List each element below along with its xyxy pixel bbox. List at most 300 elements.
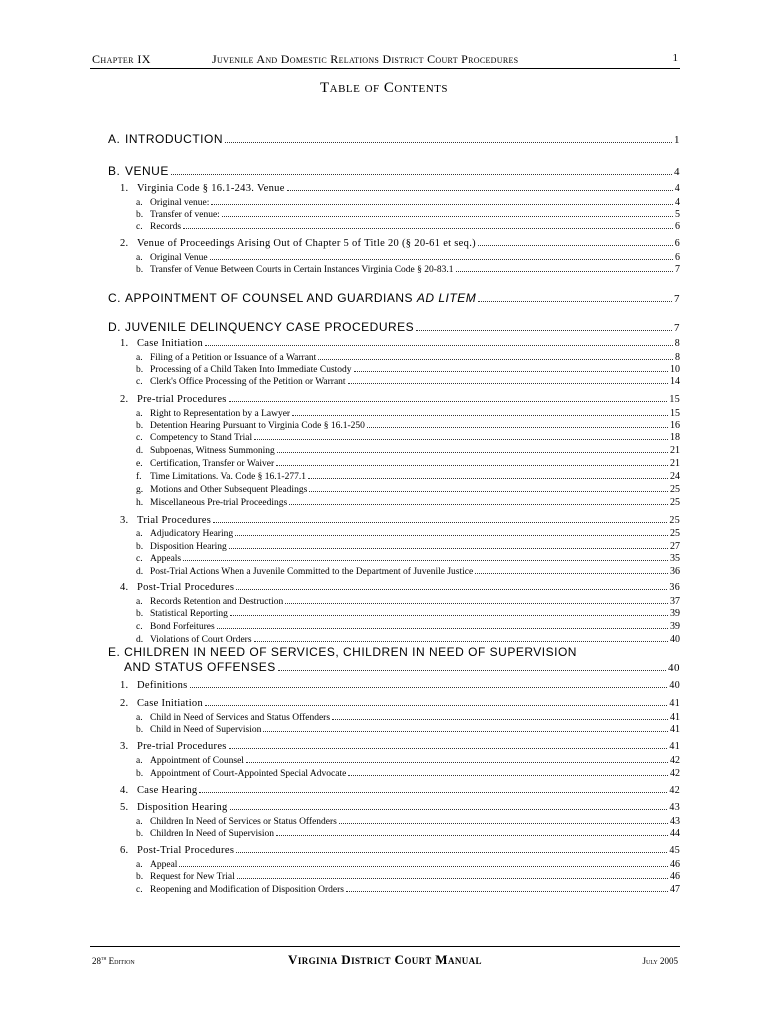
toc-entry[interactable] bbox=[136, 621, 680, 632]
toc-entry-page: 21 bbox=[670, 458, 680, 469]
dot-leader bbox=[263, 731, 668, 732]
dot-leader bbox=[318, 359, 673, 360]
toc-entry-page: 1 bbox=[674, 134, 680, 146]
toc-entry[interactable] bbox=[120, 698, 680, 709]
toc-entry-text: Request for New Trial bbox=[150, 872, 235, 882]
dot-leader bbox=[179, 866, 668, 867]
toc-entry-title bbox=[136, 421, 365, 431]
toc-entry-title bbox=[120, 183, 285, 194]
toc-entry-text: Transfer of venue: bbox=[150, 210, 220, 220]
toc-entry-title bbox=[136, 253, 208, 263]
dot-leader bbox=[308, 478, 668, 479]
toc-entry-text: AND STATUS OFFENSES bbox=[124, 660, 276, 674]
toc-entry-page: 41 bbox=[670, 712, 680, 723]
toc-entry[interactable] bbox=[136, 264, 680, 275]
chapter-label: Chapter IX bbox=[92, 52, 151, 66]
toc-entry-page: 39 bbox=[670, 621, 680, 632]
toc-entry-label: a. bbox=[136, 409, 143, 419]
toc-entry-text: Trial Procedures bbox=[137, 515, 212, 526]
toc-entry-text: Case Hearing bbox=[137, 785, 198, 796]
toc-entry-page: 7 bbox=[675, 264, 680, 275]
toc-entry-title bbox=[108, 320, 414, 334]
dot-leader bbox=[230, 809, 668, 810]
dot-leader bbox=[354, 371, 668, 372]
toc-entry-label: a. bbox=[136, 529, 143, 539]
toc-entry-label: b. bbox=[136, 609, 144, 619]
toc-entry-label: b. bbox=[136, 265, 144, 275]
toc-entry-label: d. bbox=[136, 635, 144, 645]
dot-leader bbox=[276, 465, 668, 466]
dot-leader bbox=[229, 748, 668, 749]
toc-entry-text: Miscellaneous Pre-trial Proceedings bbox=[150, 498, 288, 508]
dot-leader bbox=[332, 719, 668, 720]
toc-entry-text: Certification, Transfer or Waiver bbox=[150, 459, 275, 469]
toc-entry[interactable] bbox=[136, 352, 680, 363]
toc-entry-text: Disposition Hearing bbox=[150, 542, 227, 552]
toc-entry-page: 42 bbox=[669, 785, 680, 796]
toc-entry-text: Case Initiation bbox=[137, 338, 204, 349]
dot-leader bbox=[199, 792, 667, 793]
dot-leader bbox=[183, 560, 668, 561]
toc-entry[interactable] bbox=[120, 515, 680, 526]
toc-entry-text: Pre-trial Procedures bbox=[137, 394, 227, 405]
dot-leader bbox=[416, 330, 672, 331]
toc-entry[interactable] bbox=[136, 553, 680, 564]
toc-entry-text: Reopening and Modification of Disposition Orders bbox=[150, 885, 344, 895]
toc-entry[interactable] bbox=[136, 755, 680, 766]
toc-entry-page: 42 bbox=[670, 755, 680, 766]
toc-entry[interactable] bbox=[136, 871, 680, 882]
toc-entry[interactable] bbox=[120, 238, 680, 249]
toc-entry-label: h. bbox=[136, 498, 144, 508]
toc-entry-label: c. bbox=[136, 622, 143, 632]
toc-entry-page: 25 bbox=[669, 515, 680, 526]
toc-entry-title bbox=[136, 635, 252, 645]
toc-entry-title bbox=[120, 582, 234, 593]
toc-entry-text: Statistical Reporting bbox=[150, 609, 228, 619]
toc-entry[interactable] bbox=[136, 197, 680, 208]
dot-leader bbox=[348, 775, 668, 776]
dot-leader bbox=[229, 401, 668, 402]
toc-entry-page: 37 bbox=[670, 596, 680, 607]
toc-entry[interactable] bbox=[120, 741, 680, 752]
toc-entry[interactable] bbox=[120, 785, 680, 796]
toc-entry-text: Detention Hearing Pursuant to Virginia Code § 16.1-250 bbox=[150, 421, 365, 431]
toc-entry-text: Violations of Court Orders bbox=[150, 635, 252, 645]
dot-leader bbox=[475, 573, 668, 574]
toc-entry-title bbox=[136, 829, 274, 839]
dot-leader bbox=[190, 687, 668, 688]
toc-entry-label: 2. bbox=[120, 394, 129, 405]
toc-entry-page: 41 bbox=[670, 724, 680, 735]
toc-entry[interactable] bbox=[136, 497, 680, 508]
footer-date: July 2005 bbox=[642, 956, 678, 966]
toc-entry-label: 2. bbox=[120, 698, 129, 709]
dot-leader bbox=[205, 345, 673, 346]
toc-entry[interactable] bbox=[136, 432, 680, 443]
toc-entry-page: 40 bbox=[669, 680, 680, 691]
toc-entry[interactable] bbox=[136, 458, 680, 469]
dot-leader bbox=[289, 504, 668, 505]
toc-entry-text: Venue of Proceedings Arising Out of Chapter 5 of Title 20 (§ 20-61 et seq.) bbox=[137, 238, 476, 249]
toc-entry[interactable] bbox=[136, 528, 680, 539]
toc-entry-text: Clerk's Office Processing of the Petition or Warrant bbox=[150, 377, 346, 387]
toc-entry-page: 46 bbox=[670, 871, 680, 882]
toc-entry-page: 18 bbox=[670, 432, 680, 443]
toc-entry-label: c. bbox=[136, 433, 143, 443]
dot-leader bbox=[478, 301, 672, 302]
dot-leader bbox=[339, 823, 668, 824]
toc-entry-label: a. bbox=[136, 597, 143, 607]
toc-entry-page: 25 bbox=[670, 528, 680, 539]
toc-entry-page: 15 bbox=[670, 408, 680, 419]
toc-entry[interactable] bbox=[136, 541, 680, 552]
toc-entry-page: 27 bbox=[670, 541, 680, 552]
toc-entry-page: 36 bbox=[670, 566, 680, 577]
toc-entry-page: 47 bbox=[670, 884, 680, 895]
toc-entry[interactable] bbox=[120, 394, 680, 405]
dot-leader bbox=[205, 705, 667, 706]
toc-entry-text: APPOINTMENT OF COUNSEL AND GUARDIANS bbox=[125, 291, 417, 305]
page-footer bbox=[90, 946, 680, 971]
toc-entry-title bbox=[136, 756, 244, 766]
toc-entry-text: Case Initiation bbox=[137, 698, 204, 709]
toc-entry-label: c. bbox=[136, 377, 143, 387]
dot-leader bbox=[478, 245, 673, 246]
dot-leader bbox=[222, 216, 673, 217]
toc-entry-page: 36 bbox=[669, 582, 680, 593]
dot-leader bbox=[210, 259, 673, 260]
toc-entry[interactable] bbox=[136, 566, 680, 577]
toc-entry-label: a. bbox=[136, 817, 143, 827]
toc-entry-page: 5 bbox=[675, 209, 680, 220]
toc-entry-label: d. bbox=[136, 567, 144, 577]
toc-entry-label: g. bbox=[136, 485, 144, 495]
toc-entry-page: 8 bbox=[675, 352, 680, 363]
toc-entry-text: Records bbox=[150, 222, 182, 232]
toc-entry[interactable] bbox=[136, 408, 680, 419]
toc-entry-page: 46 bbox=[670, 859, 680, 870]
toc-entry-label: 1. bbox=[120, 680, 129, 691]
toc-entry-title bbox=[136, 433, 252, 443]
dot-leader bbox=[235, 535, 668, 536]
toc-entry[interactable] bbox=[136, 712, 680, 723]
toc-entry-label: b. bbox=[136, 421, 144, 431]
dot-leader bbox=[236, 589, 667, 590]
toc-entry-text: Appointment of Counsel bbox=[150, 756, 244, 766]
toc-entry-title bbox=[120, 680, 188, 691]
toc-entry-label: 2. bbox=[120, 238, 129, 249]
toc-entry[interactable] bbox=[136, 724, 680, 735]
toc-entry-label: a. bbox=[136, 756, 143, 766]
toc-entry-page: 43 bbox=[669, 802, 680, 813]
toc-entry-title bbox=[136, 409, 290, 419]
dot-leader bbox=[348, 383, 668, 384]
toc-entry-page: 39 bbox=[670, 608, 680, 619]
toc-entry-page: 16 bbox=[670, 420, 680, 431]
toc-entry-text: Filing of a Petition or Issuance of a Warrant bbox=[150, 353, 317, 363]
toc-entry-page: 6 bbox=[675, 252, 680, 263]
toc-entry[interactable] bbox=[120, 582, 680, 593]
toc-entry-title bbox=[108, 291, 476, 305]
manual-title: Virginia District Court Manual bbox=[288, 952, 482, 967]
toc-entry-text: Post-Trial Procedures bbox=[137, 845, 235, 856]
toc-entry-label: 1. bbox=[120, 338, 129, 349]
toc-entry-page: 8 bbox=[674, 338, 680, 349]
toc-entry-title bbox=[136, 609, 228, 619]
toc-entry-page: 6 bbox=[674, 238, 680, 249]
toc-entry-text: Post-Trial Procedures bbox=[137, 582, 235, 593]
toc-entry[interactable] bbox=[136, 445, 680, 456]
toc-entry-label: a. bbox=[136, 353, 143, 363]
toc-entry-page: 41 bbox=[669, 698, 680, 709]
toc-entry-text: Competency to Stand Trial bbox=[150, 433, 253, 443]
toc-entry-text: Processing of a Child Taken Into Immediate Custody bbox=[150, 365, 352, 375]
toc-entry[interactable] bbox=[136, 816, 680, 827]
toc-entry[interactable] bbox=[136, 471, 680, 482]
toc-entry-label: 3. bbox=[120, 515, 129, 526]
toc-entry-title bbox=[136, 485, 307, 495]
toc-entry-page: 7 bbox=[674, 322, 680, 334]
toc-entry-page: 4 bbox=[675, 197, 680, 208]
dot-leader bbox=[367, 427, 668, 428]
toc-entry[interactable] bbox=[108, 132, 680, 146]
toc-entry[interactable] bbox=[136, 608, 680, 619]
toc-entry[interactable] bbox=[136, 364, 680, 375]
toc-entry[interactable] bbox=[136, 252, 680, 263]
dot-leader bbox=[229, 548, 668, 549]
toc-entry-label: 4. bbox=[120, 582, 129, 593]
dot-leader bbox=[171, 174, 672, 175]
toc-entry-text: INTRODUCTION bbox=[125, 132, 223, 146]
toc-entry-title bbox=[124, 660, 276, 674]
toc-entry[interactable] bbox=[124, 660, 680, 674]
dot-leader bbox=[277, 452, 668, 453]
toc-entry[interactable] bbox=[120, 338, 680, 349]
dot-leader bbox=[237, 878, 668, 879]
toc-entry-page: 25 bbox=[670, 484, 680, 495]
toc-entry[interactable] bbox=[108, 320, 680, 334]
toc-entry[interactable] bbox=[136, 209, 680, 220]
dot-leader bbox=[292, 415, 668, 416]
dot-leader bbox=[213, 522, 667, 523]
toc-entry-text: VENUE bbox=[125, 164, 169, 178]
toc-entry-label: a. bbox=[136, 860, 143, 870]
toc-entry[interactable] bbox=[136, 828, 680, 839]
toc-entry-title bbox=[120, 394, 227, 405]
toc-entry-title bbox=[136, 222, 181, 232]
toc-entry[interactable] bbox=[136, 376, 680, 387]
toc-entry-text: Children In Need of Services or Status Offenders bbox=[150, 817, 337, 827]
dot-leader bbox=[456, 271, 673, 272]
toc-entry-page: 6 bbox=[675, 221, 680, 232]
toc-entry-label: b. bbox=[136, 542, 144, 552]
toc-entry[interactable] bbox=[120, 802, 680, 813]
toc-entry[interactable] bbox=[136, 859, 680, 870]
toc-entry-text: Original venue: bbox=[150, 198, 210, 208]
toc-title: Table of Contents bbox=[319, 80, 449, 96]
toc-entry-page: 40 bbox=[668, 662, 680, 674]
toc-entry-text: Pre-trial Procedures bbox=[137, 741, 227, 752]
toc-entry-title bbox=[136, 713, 330, 723]
chapter-title: Juvenile And Domestic Relations District Court Procedures bbox=[212, 52, 519, 66]
toc-entry-page: 4 bbox=[674, 166, 680, 178]
toc-entry-title bbox=[120, 238, 476, 249]
toc-entry-title bbox=[136, 198, 209, 208]
toc-entry-italic: AD LITEM bbox=[416, 291, 477, 305]
toc-entry-title bbox=[136, 554, 181, 564]
dot-leader bbox=[183, 228, 673, 229]
toc-entry-text: Original Venue bbox=[150, 253, 208, 263]
toc-entry-text: Appointment of Court-Appointed Special Advocate bbox=[150, 769, 347, 779]
toc-entry-title bbox=[136, 498, 287, 508]
toc-entry[interactable] bbox=[136, 420, 680, 431]
toc-entry[interactable] bbox=[120, 845, 680, 856]
toc-entry-label: C. bbox=[108, 291, 121, 305]
toc-entry-label: A. bbox=[108, 132, 121, 146]
toc-entry-page: 45 bbox=[669, 845, 680, 856]
toc-entry-label: 1. bbox=[120, 183, 129, 194]
toc-entry-title bbox=[136, 725, 261, 735]
toc-entry-title bbox=[136, 472, 306, 482]
toc-entry-page: 14 bbox=[670, 376, 680, 387]
toc-entry-label: b. bbox=[136, 769, 144, 779]
toc-entry[interactable] bbox=[108, 291, 680, 305]
dot-leader bbox=[254, 641, 668, 642]
toc-entry[interactable] bbox=[136, 484, 680, 495]
toc-entry-title bbox=[120, 515, 211, 526]
toc-entry-label: D. bbox=[108, 320, 121, 334]
dot-leader bbox=[217, 628, 668, 629]
toc-entry[interactable] bbox=[120, 680, 680, 691]
toc-entry-page: 21 bbox=[670, 445, 680, 456]
toc-entry-text: Transfer of Venue Between Courts in Certain Instances Virginia Code § 20-83.1 bbox=[150, 265, 454, 275]
toc-entry-page: 40 bbox=[670, 634, 680, 645]
page-number: 1 bbox=[672, 52, 678, 64]
toc-entry-page: 35 bbox=[670, 553, 680, 564]
toc-entry-text: Time Limitations. Va. Code § 16.1-277.1 bbox=[150, 472, 306, 482]
toc-entry-page: 42 bbox=[670, 768, 680, 779]
toc-entry-label: e. bbox=[136, 459, 143, 469]
toc-entry-text: Motions and Other Subsequent Pleadings bbox=[150, 485, 308, 495]
toc-entry-text: Definitions bbox=[137, 680, 188, 691]
toc-entry-text: Virginia Code § 16.1-243. Venue bbox=[137, 183, 285, 194]
toc-entry-title bbox=[136, 817, 337, 827]
toc-entry-title bbox=[136, 529, 233, 539]
toc-entry-title bbox=[136, 265, 454, 275]
toc-entry-text: Post-Trial Actions When a Juvenile Committed to the Department of Juvenile Justice bbox=[150, 567, 474, 577]
toc-entry-label: 5. bbox=[120, 802, 129, 813]
dot-leader bbox=[287, 190, 673, 191]
toc-entry-label: d. bbox=[136, 446, 144, 456]
toc-entry-page: 15 bbox=[669, 394, 680, 405]
toc-entry-text: Adjudicatory Hearing bbox=[150, 529, 234, 539]
toc-entry-title bbox=[136, 377, 346, 387]
toc-entry-title bbox=[120, 698, 203, 709]
toc-entry-label: a. bbox=[136, 253, 143, 263]
toc-entry-title bbox=[136, 597, 283, 607]
toc-entry-text: Children In Need of Supervision bbox=[150, 829, 275, 839]
dot-leader bbox=[346, 891, 668, 892]
toc-entry-title bbox=[136, 872, 235, 882]
toc-entry-label: b. bbox=[136, 365, 144, 375]
dot-leader bbox=[285, 603, 668, 604]
toc-entry-title bbox=[136, 353, 316, 363]
dot-leader bbox=[276, 835, 668, 836]
toc-entry-label: c. bbox=[136, 554, 143, 564]
toc-entry-title bbox=[108, 164, 169, 178]
dot-leader bbox=[230, 615, 668, 616]
toc-entry-title bbox=[136, 769, 346, 779]
toc-entry-label: 6. bbox=[120, 845, 129, 856]
toc-entry-label: a. bbox=[136, 198, 143, 208]
toc-entry-text: Right to Representation by a Lawyer bbox=[150, 409, 291, 419]
toc-entry[interactable] bbox=[136, 596, 680, 607]
toc-entry[interactable] bbox=[120, 183, 680, 194]
toc-entry-label: B. bbox=[108, 164, 121, 178]
toc-entry-title bbox=[136, 365, 352, 375]
toc-entry-label: b. bbox=[136, 829, 144, 839]
toc-entry-label: a. bbox=[136, 713, 143, 723]
toc-entry-page: 44 bbox=[670, 828, 680, 839]
toc-entry-label: b. bbox=[136, 872, 144, 882]
toc-entry[interactable] bbox=[136, 884, 680, 895]
toc-entry-title bbox=[108, 132, 223, 146]
toc-entry-title bbox=[136, 860, 177, 870]
dot-leader bbox=[254, 439, 668, 440]
toc-entry-title bbox=[136, 622, 215, 632]
toc-entry-label: c. bbox=[136, 885, 143, 895]
toc-entry-title bbox=[136, 567, 473, 577]
toc-entry-title bbox=[136, 210, 220, 220]
toc-entry-title bbox=[136, 885, 344, 895]
toc-entry-text: Disposition Hearing bbox=[137, 802, 228, 813]
toc-entry-label: b. bbox=[136, 210, 144, 220]
toc-entry[interactable] bbox=[136, 634, 680, 645]
dot-leader bbox=[236, 852, 667, 853]
toc-entry-label: c. bbox=[136, 222, 143, 232]
toc-entry-title bbox=[136, 446, 275, 456]
section-e-heading: E. CHILDREN IN NEED OF SERVICES, CHILDREN IN NEED OF SUPERVISION bbox=[108, 645, 577, 659]
dot-leader bbox=[246, 762, 668, 763]
toc-entry-text: Appeals bbox=[150, 554, 182, 564]
toc-entry-text: Appeal bbox=[150, 860, 178, 870]
dot-leader bbox=[309, 491, 668, 492]
toc-entry-title bbox=[136, 542, 227, 552]
toc-entry-label: b. bbox=[136, 725, 144, 735]
toc-entry[interactable] bbox=[136, 221, 680, 232]
toc-entry-label: f. bbox=[136, 472, 142, 482]
toc-entry[interactable] bbox=[108, 164, 680, 178]
toc-entry-page: 24 bbox=[670, 471, 680, 482]
toc-entry-title bbox=[136, 459, 274, 469]
toc-entry-label: 3. bbox=[120, 741, 129, 752]
dot-leader bbox=[225, 142, 672, 143]
toc-entry-title bbox=[120, 845, 234, 856]
toc-entry-title bbox=[120, 741, 227, 752]
toc-entry-page: 10 bbox=[670, 364, 680, 375]
toc-entry-title bbox=[120, 338, 203, 349]
toc-entry-text: Records Retention and Destruction bbox=[150, 597, 284, 607]
toc-entry-page: 41 bbox=[669, 741, 680, 752]
toc-entry-text: Child in Need of Supervision bbox=[150, 725, 262, 735]
toc-entry-page: 4 bbox=[674, 183, 680, 194]
toc-entry-text: JUVENILE DELINQUENCY CASE PROCEDURES bbox=[125, 320, 415, 334]
toc-entry[interactable] bbox=[136, 768, 680, 779]
toc-entry-page: 43 bbox=[670, 816, 680, 827]
toc-entry-text: Child in Need of Services and Status Offenders bbox=[150, 713, 331, 723]
toc-entry-title bbox=[120, 785, 197, 796]
